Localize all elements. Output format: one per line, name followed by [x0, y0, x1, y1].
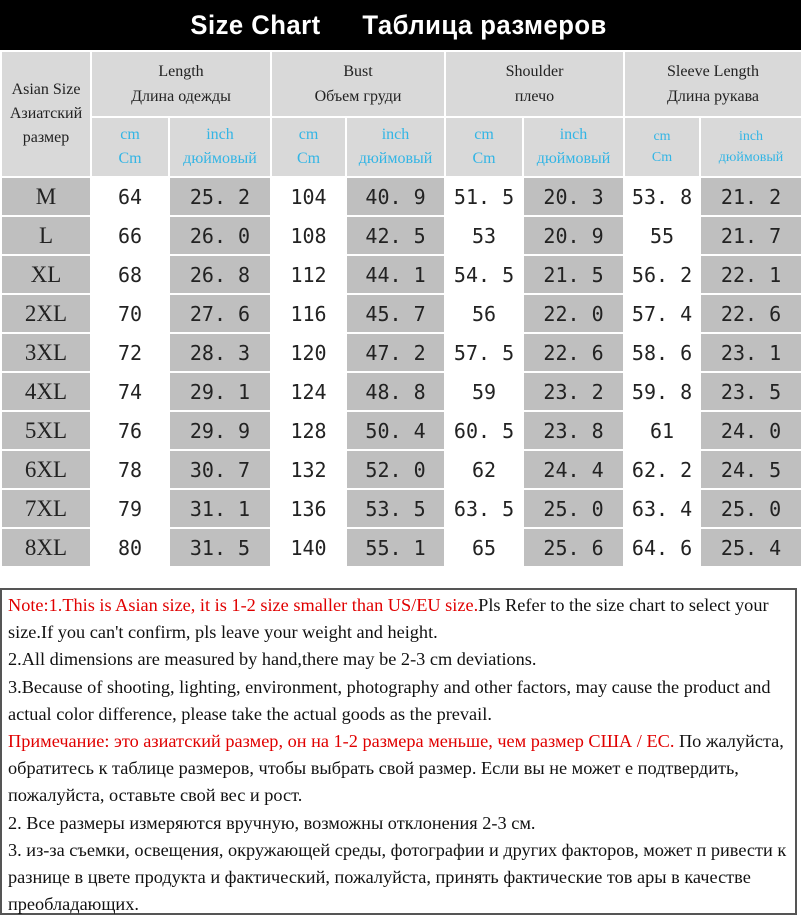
asian-size-line2: Азиатский — [9, 105, 83, 122]
unit-inch-ru: дюймовый — [536, 150, 611, 167]
sleeve-inch-cell: 24. 5 — [700, 450, 801, 489]
sleeve-cm-cell: 61 — [624, 411, 700, 450]
length-inch-cell: 28. 3 — [169, 333, 271, 372]
bust-cm-cell: 124 — [271, 372, 346, 411]
unit-inch-en: inch — [381, 126, 410, 143]
note-en-1-highlight: Note:1.This is Asian size, it is 1-2 size smaller than US/EU size. — [8, 595, 479, 615]
table-row — [1, 177, 801, 216]
table-row — [1, 216, 801, 255]
shoulder-cm-cell: 53 — [445, 216, 523, 255]
shoulder-cm-cell: 62 — [445, 450, 523, 489]
length-cm-cell: 78 — [91, 450, 169, 489]
shoulder-inch-cell: 22. 0 — [523, 294, 624, 333]
bust-cm-cell: 112 — [271, 255, 346, 294]
shoulder-inch-cell: 25. 0 — [523, 489, 624, 528]
sleeve-cm-cell: 56. 2 — [624, 255, 700, 294]
title-ru: Таблица размеров — [362, 9, 608, 40]
bust-inch-cell: 40. 9 — [346, 177, 445, 216]
sleeve-header-en: Sleeve Length — [667, 63, 759, 80]
size-cell: 7XL — [1, 489, 91, 528]
size-cell: 6XL — [1, 450, 91, 489]
size-table — [0, 50, 801, 568]
sleeve-inch-cell: 25. 4 — [700, 528, 801, 567]
shoulder-cm-cell: 63. 5 — [445, 489, 523, 528]
size-cell: M — [1, 177, 91, 216]
bust-inch-cell: 52. 0 — [346, 450, 445, 489]
table-row — [1, 528, 801, 567]
length-cm-cell: 64 — [91, 177, 169, 216]
bust-header-en: Bust — [343, 63, 373, 80]
unit-cm-upper: Cm — [651, 150, 673, 165]
size-cell: 5XL — [1, 411, 91, 450]
length-inch-cell: 29. 9 — [169, 411, 271, 450]
size-cell: 2XL — [1, 294, 91, 333]
unit-cm-lower: cm — [474, 126, 494, 143]
table-row — [1, 489, 801, 528]
unit-inch-ru: дюймовый — [183, 150, 257, 167]
note-en-1-rest: Pls Refer to the size chart to select your size.If you can't confirm, pls leave your weight and height. — [8, 595, 769, 643]
sleeve-cm-cell: 58. 6 — [624, 333, 700, 372]
shoulder-cm-cell: 60. 5 — [445, 411, 523, 450]
unit-cm — [624, 117, 700, 177]
unit-cm — [445, 117, 523, 177]
unit-inch-ru: дюймовый — [358, 150, 433, 167]
unit-cm-lower: cm — [120, 126, 140, 143]
shoulder-inch-cell: 24. 4 — [523, 450, 624, 489]
size-cell: L — [1, 216, 91, 255]
bust-cm-cell: 140 — [271, 528, 346, 567]
bust-header-ru: Объем груди — [314, 88, 402, 105]
sleeve-cm-cell: 53. 8 — [624, 177, 700, 216]
length-cm-cell: 80 — [91, 528, 169, 567]
sleeve-cm-cell: 62. 2 — [624, 450, 700, 489]
size-cell: 4XL — [1, 372, 91, 411]
note-ru-1-rest: По жалуйста, обратитесь к таблице размеров, чтобы выбрать свой размер. Если вы не может е подтвердить, пожалуйста, оставьте свой вес и рост. — [8, 731, 784, 806]
unit-inch — [346, 117, 445, 177]
unit-inch — [523, 117, 624, 177]
shoulder-cm-cell: 65 — [445, 528, 523, 567]
length-cm-cell: 68 — [91, 255, 169, 294]
sleeve-cm-cell: 63. 4 — [624, 489, 700, 528]
note-ru-1 — [8, 728, 789, 810]
shoulder-cm-cell: 56 — [445, 294, 523, 333]
bust-inch-cell: 55. 1 — [346, 528, 445, 567]
unit-cm-upper: Cm — [472, 150, 496, 167]
unit-inch-ru: дюймовый — [718, 150, 784, 165]
table-row — [1, 411, 801, 450]
bust-header — [271, 51, 445, 117]
note-ru-1-highlight: Примечание: это азиатский размер, он на 1-2 размера меньше, чем размер США / ЕС. — [8, 731, 675, 752]
bust-inch-cell: 48. 8 — [346, 372, 445, 411]
note-ru-3: 3. из-за съемки, освещения, окружающей среды, фотографии и других факторов, может п ривести к разнице в цвете продукта и фактический, пожалуйста, принять фактические тов ары в качестве преобладающих. — [8, 839, 787, 915]
length-inch-cell: 26. 0 — [169, 216, 271, 255]
length-inch-cell: 26. 8 — [169, 255, 271, 294]
shoulder-cm-cell: 57. 5 — [445, 333, 523, 372]
bust-cm-cell: 108 — [271, 216, 346, 255]
shoulder-inch-cell: 25. 6 — [523, 528, 624, 567]
shoulder-inch-cell: 20. 9 — [523, 216, 624, 255]
unit-cm — [271, 117, 346, 177]
bust-cm-cell: 132 — [271, 450, 346, 489]
title-en: Size Chart — [190, 9, 321, 40]
length-cm-cell: 66 — [91, 216, 169, 255]
asian-size-header — [1, 51, 91, 177]
sleeve-inch-cell: 23. 1 — [700, 333, 801, 372]
unit-cm-lower: cm — [298, 126, 319, 143]
shoulder-inch-cell: 23. 8 — [523, 411, 624, 450]
length-inch-cell: 25. 2 — [169, 177, 271, 216]
length-cm-cell: 76 — [91, 411, 169, 450]
bust-cm-cell: 128 — [271, 411, 346, 450]
sleeve-inch-cell: 21. 2 — [700, 177, 801, 216]
bust-cm-cell: 120 — [271, 333, 346, 372]
table-row — [1, 450, 801, 489]
bust-inch-cell: 44. 1 — [346, 255, 445, 294]
sleeve-cm-cell: 55 — [624, 216, 700, 255]
shoulder-header — [445, 51, 624, 117]
sleeve-header — [624, 51, 801, 117]
size-rows — [1, 177, 801, 567]
sleeve-inch-cell: 24. 0 — [700, 411, 801, 450]
length-cm-cell: 74 — [91, 372, 169, 411]
length-cm-cell: 79 — [91, 489, 169, 528]
shoulder-inch-cell: 23. 2 — [523, 372, 624, 411]
sleeve-inch-cell: 22. 6 — [700, 294, 801, 333]
note-en-1 — [8, 592, 789, 646]
shoulder-inch-cell: 20. 3 — [523, 177, 624, 216]
table-row — [1, 372, 801, 411]
notes-box — [0, 588, 797, 915]
sleeve-inch-cell: 21. 7 — [700, 216, 801, 255]
unit-cm-lower: cm — [653, 129, 671, 144]
length-inch-cell: 31. 5 — [169, 528, 271, 567]
table-row — [1, 333, 801, 372]
bust-cm-cell: 104 — [271, 177, 346, 216]
bust-inch-cell: 50. 4 — [346, 411, 445, 450]
bust-cm-cell: 116 — [271, 294, 346, 333]
table-row — [1, 294, 801, 333]
length-inch-cell: 31. 1 — [169, 489, 271, 528]
sleeve-header-ru: Длина рукава — [667, 88, 760, 105]
title-bar — [0, 0, 801, 50]
shoulder-inch-cell: 21. 5 — [523, 255, 624, 294]
length-inch-cell: 30. 7 — [169, 450, 271, 489]
sleeve-cm-cell: 59. 8 — [624, 372, 700, 411]
bust-inch-cell: 47. 2 — [346, 333, 445, 372]
unit-cm-upper: Cm — [118, 150, 142, 167]
unit-inch-en: inch — [559, 126, 588, 143]
note-en-3: 3.Because of shooting, lighting, environment, photography and other factors, may cause the product and actual color difference, please take the actual goods as the prevail. — [8, 676, 771, 724]
length-cm-cell: 72 — [91, 333, 169, 372]
sleeve-cm-cell: 57. 4 — [624, 294, 700, 333]
unit-inch-en: inch — [738, 129, 764, 144]
table-row — [1, 255, 801, 294]
note-en-2: 2.All dimensions are measured by hand,there may be 2-3 cm deviations. — [8, 649, 537, 670]
bust-inch-cell: 53. 5 — [346, 489, 445, 528]
bust-cm-cell: 136 — [271, 489, 346, 528]
shoulder-cm-cell: 59 — [445, 372, 523, 411]
shoulder-header-en: Shoulder — [505, 63, 564, 80]
shoulder-header-ru: плечо — [514, 88, 555, 105]
bust-inch-cell: 45. 7 — [346, 294, 445, 333]
size-cell: 8XL — [1, 528, 91, 567]
sleeve-inch-cell: 25. 0 — [700, 489, 801, 528]
length-inch-cell: 29. 1 — [169, 372, 271, 411]
sleeve-inch-cell: 22. 1 — [700, 255, 801, 294]
length-header-en: Length — [158, 63, 204, 80]
size-cell: 3XL — [1, 333, 91, 372]
length-inch-cell: 27. 6 — [169, 294, 271, 333]
shoulder-inch-cell: 22. 6 — [523, 333, 624, 372]
unit-inch — [169, 117, 271, 177]
asian-size-line3: размер — [22, 129, 70, 146]
unit-cm — [91, 117, 169, 177]
length-header-ru: Длина одежды — [131, 88, 231, 105]
length-header — [91, 51, 271, 117]
size-cell: XL — [1, 255, 91, 294]
unit-inch — [700, 117, 801, 177]
asian-size-line1: Asian Size — [11, 81, 81, 98]
shoulder-cm-cell: 51. 5 — [445, 177, 523, 216]
unit-cm-upper: Cm — [296, 150, 321, 167]
sleeve-cm-cell: 64. 6 — [624, 528, 700, 567]
sleeve-inch-cell: 23. 5 — [700, 372, 801, 411]
unit-inch-en: inch — [206, 126, 234, 143]
length-cm-cell: 70 — [91, 294, 169, 333]
bust-inch-cell: 42. 5 — [346, 216, 445, 255]
note-ru-2: 2. Все размеры измеряются вручную, возможны отклонения 2-3 см. — [8, 812, 536, 833]
shoulder-cm-cell: 54. 5 — [445, 255, 523, 294]
